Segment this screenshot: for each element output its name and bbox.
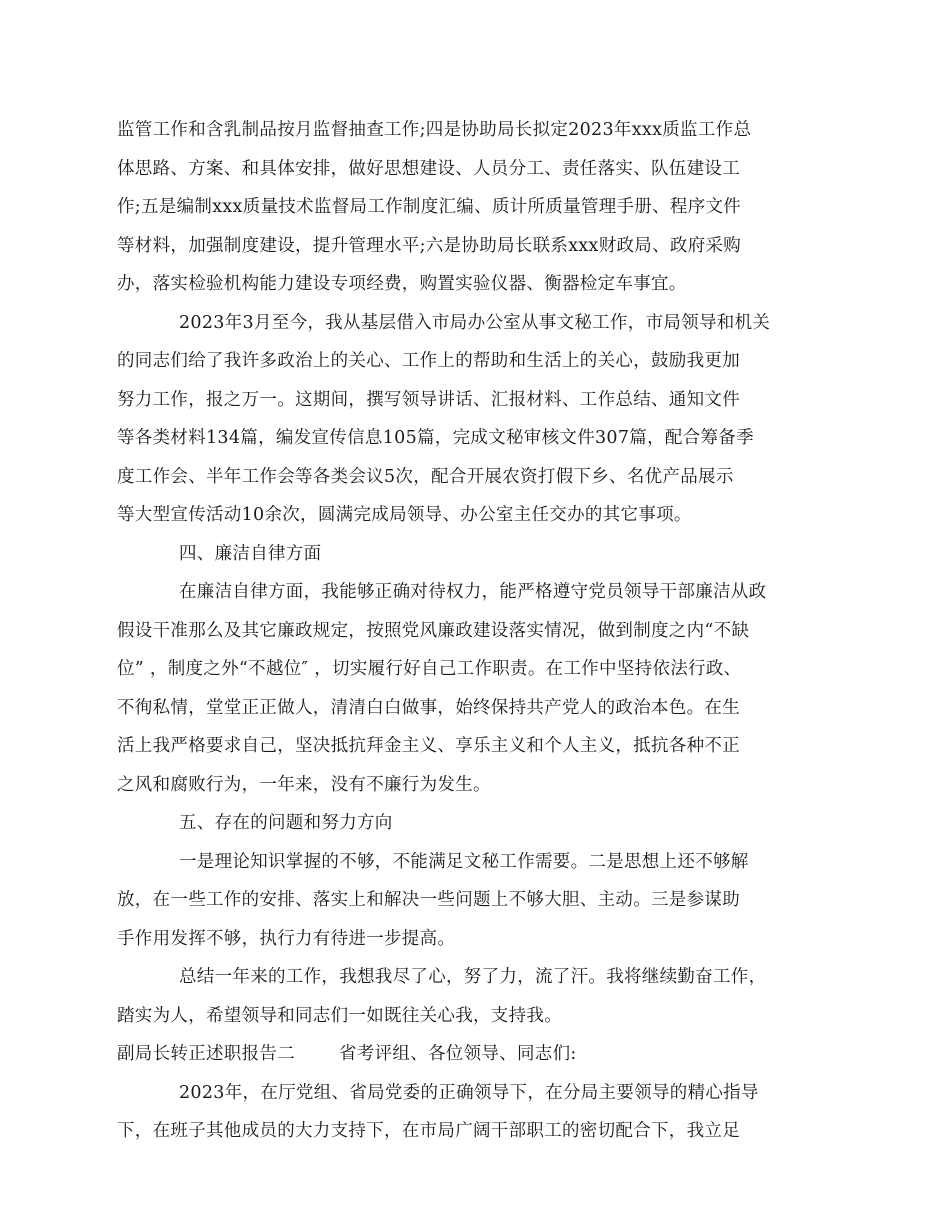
text-line: 不徇私情，堂堂正正做人，清清白白做事，始终保持共产党人的政治本色。在生 xyxy=(117,697,740,718)
text-line: 放，在一些工作的安排、落实上和解决一些问题上不够大胆、主动。三是参谋助 xyxy=(117,890,740,910)
text-line: 体思路、方案、和具体安排，做好思想建设、人员分工、责任落实、队伍建设工 xyxy=(117,158,740,179)
report-title: 副局长转正述职报告二 xyxy=(117,1044,295,1064)
text-line: 五、存在的问题和努力方向 xyxy=(179,813,393,833)
text-line: 2023年，在厅党组、省局党委的正确领导下，在分局主要领导的精心指导 xyxy=(179,1082,759,1103)
document-body xyxy=(117,111,817,1151)
paragraph-lines xyxy=(117,111,817,1035)
text-line: 之风和腐败行为，一年来，没有不廉行为发生。 xyxy=(117,774,491,795)
text-line: 活上我严格要求自己，坚决抵抗拜金主义、享乐主义和个人主义，抵抗各种不正 xyxy=(117,736,740,756)
text-line: 位” ，制度之外“不越位″ ，切实履行好自己工作职责。在工作中坚持依法行政、 xyxy=(117,659,742,679)
text-line: 等材料，加强制度建设，提升管理水平;六是协助局长联系xxx财政局、政府采购 xyxy=(117,235,742,256)
text-line: 作;五是编制xxx质量技术监督局工作制度汇编、质计所质量管理手册、程序文件 xyxy=(117,197,742,217)
text-line: 踏实为人，希望领导和同志们一如既往关心我，支持我。 xyxy=(117,1005,562,1026)
text-line: 监管工作和含乳制品按月监督抽查工作;四是协助局长拟定2023年xxx质监工作总 xyxy=(117,120,752,140)
report-heading-line xyxy=(117,1035,817,1074)
text-line: 假设干准那么及其它廉政规定，按照党风廉政建设落实情况，做到制度之内“不缺 xyxy=(117,620,750,641)
text-line: 手作用发挥不够，执行力有待进一步提高。 xyxy=(117,928,456,949)
text-line: 2023年3月至今，我从基层借入市局办公室从事文秘工作，市局领导和机关 xyxy=(179,312,771,333)
text-line: 一是理论知识掌握的不够，不能满足文秘工作需要。二是思想上还不够解 xyxy=(179,851,749,872)
text-line: 度工作会、半年工作会等各类会议5次，配合开展农资打假下乡、名优产品展示 xyxy=(117,466,734,487)
text-line: 等各类材料134篇，编发宣传信息105篇，完成文秘审核文件307篇，配合筹备季 xyxy=(117,428,754,448)
text-line: 努力工作，报之万一。这期间，撰写领导讲话、汇报材料、工作总结、通知文件 xyxy=(117,389,740,410)
text-line: 总结一年来的工作，我想我尽了心，努了力，流了汗。我将继续勤奋工作， xyxy=(179,967,767,987)
text-line: 在廉洁自律方面，我能够正确对待权力，能严格遵守党员领导干部廉洁从政 xyxy=(179,582,767,602)
text-line: 办，落实检验机构能力建设专项经费，购置实验仪器、衡器检定车事宜。 xyxy=(117,274,687,294)
salutation: 省考评组、各位领导、同志们: xyxy=(339,1044,577,1064)
text-line: 四、廉洁自律方面 xyxy=(179,543,322,564)
text-line: 等大型宣传活动10余次，圆满完成局领导、办公室主任交办的其它事项。 xyxy=(117,505,692,525)
text-line: 下，在班子其他成员的大力支持下，在市局广阔干部职工的密切配合下，我立足 xyxy=(117,1121,740,1141)
closing-lines xyxy=(117,1074,817,1151)
text-line: 的同志们给了我许多政治上的关心、工作上的帮助和生活上的关心，鼓励我更加 xyxy=(117,351,740,371)
